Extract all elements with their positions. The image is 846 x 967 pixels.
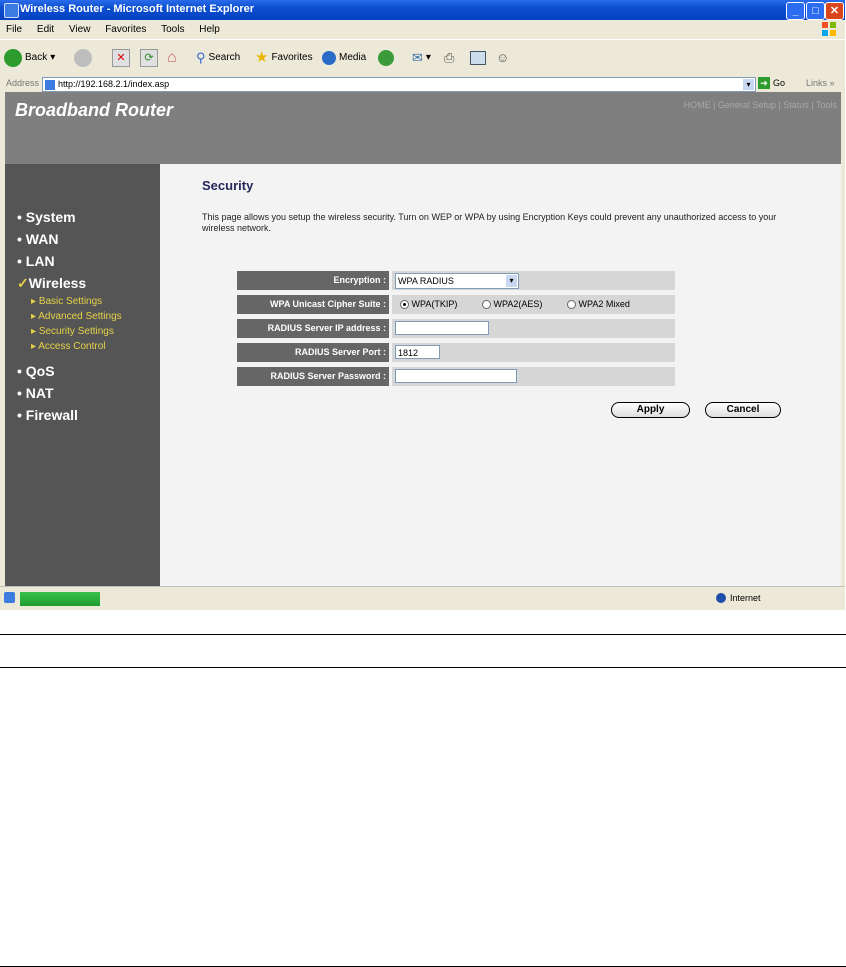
sidebar-subitem-access-control[interactable]: ▸ Access Control (31, 341, 106, 352)
apply-button[interactable]: Apply (611, 402, 690, 418)
checkmark-icon: ✓ (17, 275, 29, 291)
progress-bar (20, 592, 100, 606)
back-arrow-icon (4, 49, 22, 67)
address-input[interactable] (42, 77, 756, 92)
edit-button[interactable] (470, 48, 486, 68)
sidebar-subitem-label: Basic Settings (38, 296, 103, 307)
sidebar-subitem-label: Security Settings (38, 326, 114, 337)
close-button[interactable]: ✕ (825, 2, 844, 20)
menu-help[interactable]: Help (199, 24, 220, 35)
chevron-down-icon: ▾ (50, 52, 56, 63)
radius-ip-label: RADIUS Server IP address : (237, 319, 389, 338)
history-icon (378, 50, 394, 66)
page-header (5, 92, 841, 164)
mail-button[interactable] (412, 48, 431, 68)
divider (0, 634, 846, 635)
radio-selected-icon (400, 300, 409, 309)
cipher-cell (392, 295, 675, 314)
refresh-icon: ⟳ (140, 49, 158, 67)
page-loaded-icon (4, 592, 15, 603)
ie-icon (4, 3, 19, 18)
favorites-label: Favorites (271, 52, 313, 63)
messenger-button[interactable] (496, 48, 509, 68)
address-label: Address (6, 78, 40, 88)
sidebar-item-lan[interactable]: • LAN (17, 253, 55, 269)
sidebar-item-nat[interactable]: • NAT (17, 385, 54, 401)
encryption-select[interactable] (395, 273, 519, 289)
print-button[interactable] (444, 48, 454, 68)
forward-button[interactable] (74, 48, 92, 68)
radius-port-cell (392, 343, 675, 362)
go-label: Go (773, 78, 786, 88)
home-icon: ⌂ (167, 49, 177, 66)
search-button[interactable] (196, 48, 240, 68)
media-icon (322, 51, 336, 65)
radio-icon (482, 300, 491, 309)
page-icon (45, 80, 55, 90)
page-title: Security (202, 178, 254, 193)
sidebar-subitem-label: Advanced Settings (38, 311, 122, 322)
edit-icon (470, 51, 486, 65)
radius-password-input[interactable] (395, 369, 517, 383)
sidebar-item-label: Wireless (28, 275, 87, 291)
sidebar-item-wan[interactable]: • WAN (17, 231, 59, 247)
print-icon: ⎙ (444, 50, 455, 65)
sidebar-item-qos[interactable]: • QoS (17, 363, 55, 379)
main-content (160, 164, 841, 586)
globe-icon (716, 593, 726, 603)
sidebar-item-label: QoS (25, 363, 55, 379)
radius-ip-input[interactable] (395, 321, 489, 335)
links-label[interactable]: Links » (806, 78, 835, 88)
header-links[interactable]: HOME | General Setup | Status | Tools (683, 100, 837, 110)
cipher-option-mixed[interactable] (567, 295, 630, 314)
sidebar-item-label: WAN (25, 231, 59, 247)
sidebar-item-label: System (25, 209, 76, 225)
radius-password-cell (392, 367, 675, 386)
encryption-value: WPA RADIUS (398, 276, 454, 286)
menu-file[interactable]: File (6, 24, 23, 35)
sidebar-item-system[interactable]: • System (17, 209, 76, 225)
media-button[interactable] (322, 48, 366, 68)
address-url: http://192.168.2.1/index.asp (58, 79, 170, 89)
sidebar-item-firewall[interactable]: • Firewall (17, 407, 78, 423)
refresh-button[interactable] (140, 48, 158, 68)
radius-port-label: RADIUS Server Port : (237, 343, 389, 362)
status-bar (0, 586, 845, 610)
search-label: Search (208, 52, 241, 63)
media-label: Media (339, 52, 367, 63)
favorites-button[interactable] (255, 48, 313, 68)
minimize-button[interactable]: _ (786, 2, 805, 20)
sidebar-subitem-basic-settings[interactable]: ▸ Basic Settings (31, 296, 103, 307)
windows-logo-icon (821, 21, 837, 37)
encryption-cell (392, 271, 675, 290)
brand-title: Broadband Router (15, 100, 174, 120)
divider (0, 667, 846, 668)
encryption-label: Encryption : (237, 271, 389, 290)
back-label: Back (25, 52, 48, 63)
menu-tools[interactable]: Tools (161, 24, 185, 35)
window-title: Wireless Router - Microsoft Internet Explorer (20, 3, 255, 15)
chevron-down-icon[interactable]: ▾ (743, 79, 754, 90)
zone-label: Internet (730, 593, 761, 603)
cipher-option-label: WPA2(AES) (493, 299, 543, 309)
back-button[interactable] (4, 48, 55, 68)
home-button[interactable] (167, 48, 177, 68)
history-button[interactable] (378, 48, 394, 68)
stop-button[interactable] (112, 48, 130, 68)
chevron-down-icon: ▾ (425, 52, 431, 63)
links-text: Links (806, 78, 828, 88)
title-bar (0, 0, 845, 20)
messenger-icon: ☺ (496, 50, 510, 65)
menu-edit[interactable]: Edit (36, 24, 55, 35)
cipher-option-label: WPA2 Mixed (578, 299, 630, 309)
search-icon: ⚲ (196, 50, 206, 65)
zone-indicator (716, 593, 761, 603)
go-button[interactable] (758, 77, 785, 89)
cancel-button[interactable]: Cancel (705, 402, 781, 418)
mail-icon: ✉ (412, 50, 423, 65)
forward-arrow-icon (74, 49, 92, 67)
cipher-label: WPA Unicast Cipher Suite : (237, 295, 389, 314)
cipher-option-label: WPA(TKIP) (411, 299, 458, 309)
sidebar-nav (5, 164, 160, 586)
radio-icon (567, 300, 576, 309)
menu-bar (0, 20, 845, 39)
cipher-option-aes[interactable] (482, 295, 542, 314)
sidebar-item-label: Firewall (25, 407, 78, 423)
sidebar-subitem-advanced-settings[interactable]: ▸ Advanced Settings (31, 311, 122, 322)
radius-port-input[interactable]: 1812 (395, 345, 440, 359)
go-arrow-icon: ➔ (758, 77, 770, 89)
sidebar-item-label: NAT (25, 385, 54, 401)
radius-ip-cell (392, 319, 675, 338)
menu-view[interactable]: View (68, 24, 91, 35)
address-bar (0, 76, 845, 92)
menu-favorites[interactable]: Favorites (105, 24, 147, 35)
radius-password-label: RADIUS Server Password : (237, 367, 389, 386)
stop-icon: ✕ (112, 49, 130, 67)
sidebar-subitem-label: Access Control (38, 341, 106, 352)
star-icon: ★ (255, 49, 269, 66)
sidebar-subitem-security-settings[interactable]: ▸ Security Settings (31, 326, 114, 337)
sidebar-item-wireless[interactable] (17, 275, 86, 292)
sidebar-item-label: LAN (25, 253, 55, 269)
page-description: This page allows you setup the wireless security. Turn on WEP or WPA by using Encryption Keys could prevent any unauthorized access to your wireless network. (202, 212, 777, 233)
cipher-option-tkip[interactable] (400, 295, 457, 314)
chevron-down-icon: ▾ (506, 275, 517, 287)
toolbar (0, 39, 845, 77)
maximize-button[interactable]: □ (806, 2, 825, 20)
